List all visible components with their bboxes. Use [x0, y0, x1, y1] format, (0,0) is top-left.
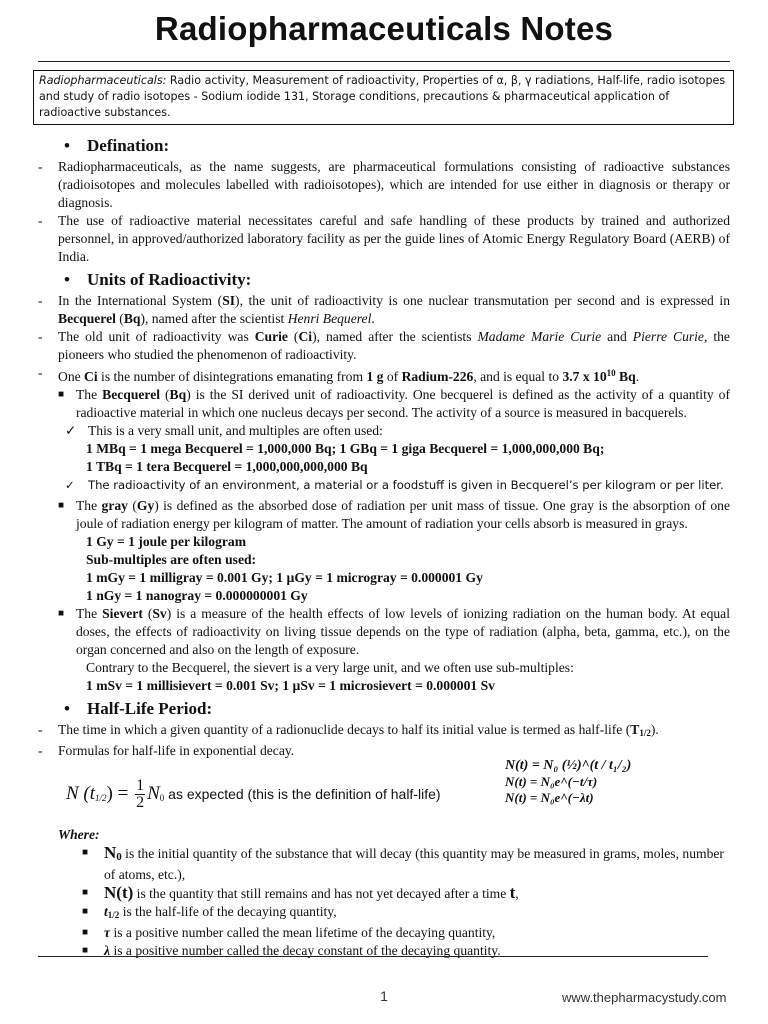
- dash-icon: -: [38, 743, 43, 758]
- fraction-denominator: 2: [136, 794, 145, 811]
- footer-divider: [38, 956, 708, 957]
- units-paragraph-ci-definition: [38, 364, 730, 386]
- text-bold: Sv: [152, 606, 167, 621]
- variable-subscript: 0: [116, 851, 122, 863]
- heading-definition: [38, 136, 730, 156]
- paragraph-text: Radiopharmaceuticals, as the name suggests, are pharmaceutical formulations consisting of radioactive substances (radioisotopes and molecules labelled with radioisotopes), which are intended for use either in diagnosis or therapy or diagnosis.: [58, 159, 730, 210]
- dash-icon: -: [38, 722, 43, 737]
- square-bullet-icon: ■: [82, 927, 89, 938]
- variable-lambda: [38, 942, 730, 960]
- halflife-definition-formula: [66, 778, 441, 811]
- heading-halflife: [38, 699, 730, 719]
- variable-symbol: N: [104, 843, 117, 862]
- text-bold: Radium-226: [401, 369, 474, 384]
- text: ), named after the scientists: [312, 329, 478, 344]
- text: , and is equal to: [473, 369, 563, 384]
- becquerel-multiples-1: 1 MBq = 1 mega Becquerel = 1,000,000 Bq; 1 GBq = 1 giga Becquerel = 1,000,000,000 Bq;: [86, 441, 605, 456]
- text: ) is the SI derived unit of radioactivity. One becquerel is defined as the activity of a quantity of radioactive material in which one nucleus decays per second. The activity of a source is measured in bacquerels.: [76, 387, 730, 420]
- website-link[interactable]: www.thepharmacystudy.com: [562, 990, 727, 1005]
- text-bold: Sievert: [102, 606, 143, 621]
- formula-fraction: [135, 778, 145, 811]
- formula-subscript: 0: [159, 792, 165, 803]
- superscript: 10: [606, 368, 616, 378]
- text-bold: Gy: [136, 498, 155, 513]
- units-paragraph-curie: [38, 328, 730, 364]
- syllabus-summary-box: [33, 70, 734, 125]
- variable-description: is the half-life of the decaying quantity,: [119, 904, 337, 919]
- text: ), named after the scientist: [140, 311, 288, 326]
- text: The radioactivity of an environment, a material or a foodstuff is given in Becquerel’s per kilogram or per liter.: [88, 478, 724, 492]
- sievert-equation: 1 mSv = 1 millisievert = 0.001 Sv; 1 µSv = 1 microsievert = 0.000001 Sv: [86, 678, 495, 693]
- text: (: [115, 311, 124, 326]
- square-bullet-icon: ■: [82, 906, 89, 917]
- text: and: [601, 329, 633, 344]
- decay-formula-mean-lifetime: N(t) = N₀e^(−t/τ): [505, 774, 598, 789]
- becquerel-multiples-2: 1 TBq = 1 tera Becquerel = 1,000,000,000,000 Bq: [86, 459, 368, 474]
- paragraph-text: The use of radioactive material necessitates careful and safe handling of these products by trained and authorized personnel, in approved/authorized laboratory facility as per the guide lines of Atomic Energy Regulatory Board (AERB) of India.: [58, 213, 730, 264]
- text: ) is a measure of the health effects of low levels of ionizing radiation on the human body. At equal doses, the effects of radioactivity on living tissue depends on the type of radiation (alpha, beta, gamma, etc.), on the organ concerned and also on the length of exposure.: [76, 606, 730, 657]
- heading-text: Units of Radioactivity:: [87, 270, 252, 289]
- decay-formula-decay-constant: N(t) = N₀e^(−λt): [505, 790, 594, 805]
- bullet-dot-icon: •: [64, 136, 70, 155]
- definition-paragraph-1: [38, 158, 730, 212]
- variable-tau: [38, 924, 730, 942]
- square-bullet-icon: ■: [82, 847, 89, 858]
- becquerel-check-2: [38, 476, 730, 494]
- dash-icon: -: [38, 293, 43, 308]
- variable-description: is the quantity that still remains and has not yet decayed after a time: [133, 886, 510, 901]
- decay-formula-halflife: N(t) = N₀ (½)^(t / t₁/₂): [505, 758, 632, 773]
- text: This is a very small unit, and multiples are often used:: [88, 423, 383, 438]
- text: Formulas for half-life in exponential decay.: [58, 743, 295, 758]
- text-bold: 3.7 x 10: [562, 369, 607, 384]
- variable-description: is a positive number called the mean lifetime of the decaying quantity,: [110, 925, 496, 940]
- square-bullet-icon: ■: [58, 608, 65, 619]
- gray-equation-4: 1 nGy = 1 nanogray = 0.000000001 Gy: [86, 588, 308, 603]
- decay-formulas: [505, 758, 631, 806]
- text: The old unit of radioactivity was: [58, 329, 255, 344]
- gray-paragraph: [38, 497, 730, 533]
- text: ) is defined as the absorbed dose of radiation per unit mass of tissue. One gray is the absorption of one joule of radiation energy per kilogram of matter. The amount of radiation your cells absorb is measured in grays.: [76, 498, 730, 531]
- becquerel-paragraph: [38, 386, 730, 422]
- text-bold: gray: [101, 498, 128, 513]
- text: ).: [650, 722, 659, 737]
- variable-subscript: 1/2: [107, 910, 120, 920]
- title-divider: [38, 61, 730, 62]
- text-bold: Ci: [84, 369, 98, 384]
- sievert-note: Contrary to the Becquerel, the sievert is a very large unit, and we often use sub-multiples:: [86, 660, 574, 675]
- sievert-paragraph: [38, 605, 730, 659]
- formula-text: ) =: [106, 782, 134, 804]
- square-bullet-icon: ■: [58, 500, 65, 511]
- text-italic: Henri Bequerel: [287, 311, 372, 326]
- text: .: [371, 311, 375, 326]
- heading-units: [38, 270, 730, 290]
- becquerel-check-1: [38, 422, 730, 440]
- text: (: [287, 329, 299, 344]
- subscript: 1/2: [639, 728, 651, 738]
- checkmark-icon: ✓: [65, 423, 77, 438]
- bullet-dot-icon: •: [64, 699, 70, 718]
- checkmark-icon: ✓: [65, 478, 75, 492]
- text: .: [635, 369, 640, 384]
- halflife-paragraph-1: [38, 721, 730, 742]
- summary-text: Radio activity, Measurement of radioactivity, Properties of α, β, γ radiations, Half-life, radio isotopes and study of radio isotopes - Sodium iodide 131, Storage conditions, precautions & pharmaceutical application of radioactive substances.: [39, 74, 726, 120]
- variable-symbol: t: [104, 904, 108, 919]
- text: In the International System (: [58, 293, 223, 308]
- text-bold: Bq: [615, 369, 636, 384]
- text-bold: Bq: [169, 387, 187, 402]
- text: ,: [515, 886, 519, 901]
- variable-symbol: τ: [104, 925, 111, 940]
- definition-paragraph-2: [38, 212, 730, 266]
- fraction-numerator: 1: [136, 777, 145, 794]
- where-label: Where:: [58, 827, 100, 842]
- gray-equation-2: Sub-multiples are often used:: [86, 552, 257, 567]
- variable-description: is a positive number called the decay constant of the decaying quantity.: [110, 943, 501, 958]
- text: The: [76, 606, 103, 621]
- text-italic: Pierre Curie: [632, 329, 704, 344]
- bullet-dot-icon: •: [64, 270, 70, 289]
- units-paragraph-si: [38, 292, 730, 328]
- text: The: [76, 498, 102, 513]
- text: (: [142, 606, 153, 621]
- halflife-formulas: [38, 758, 730, 826]
- variable-description: is the initial quantity of the substance that will decay (this quantity may be measured in grams, moles, number of atoms, etc.),: [104, 846, 724, 882]
- variable-t-half: [38, 903, 730, 924]
- text: is the number of disintegrations emanating from: [97, 369, 367, 384]
- dash-icon: -: [38, 329, 43, 344]
- text: , the pioneers who studied the phenomenon of radioactivity.: [58, 329, 730, 362]
- dash-icon: -: [38, 365, 43, 380]
- text-bold: Becquerel: [58, 311, 116, 326]
- notes-content: [38, 132, 730, 960]
- square-bullet-icon: ■: [82, 945, 89, 956]
- variable-n0: [38, 844, 730, 884]
- text-bold: T: [630, 722, 640, 737]
- gray-equation-3: 1 mGy = 1 milligray = 0.001 Gy; 1 µGy = 1 microgray = 0.000001 Gy: [86, 570, 483, 585]
- text-bold: 1 g: [366, 369, 384, 384]
- formula-note: as expected (this is the definition of half-life): [164, 785, 441, 802]
- text: The: [76, 387, 103, 402]
- variable-nt: [38, 884, 730, 903]
- variable-symbol: N(t): [104, 883, 134, 902]
- text-italic: Madame Marie Curie: [477, 329, 602, 344]
- page-title: Radiopharmaceuticals Notes: [154, 10, 614, 47]
- text: of: [383, 369, 402, 384]
- text-bold: Curie: [254, 329, 288, 344]
- dash-icon: -: [38, 159, 43, 174]
- text-bold: SI: [222, 293, 236, 308]
- text-bold: Ci: [298, 329, 313, 344]
- text: The time in which a given quantity of a radionuclide decays to half its initial value is termed as half-life (: [58, 722, 631, 737]
- summary-label: Radiopharmaceuticals:: [39, 74, 167, 87]
- variable-symbol: t: [509, 883, 516, 902]
- text: (: [160, 387, 170, 402]
- variable-symbol: λ: [104, 943, 111, 958]
- text: ), the unit of radioactivity is one nuclear transmutation per second and is expressed in: [235, 293, 730, 308]
- page-number: 1: [380, 988, 388, 1004]
- text-bold: Bq: [123, 311, 141, 326]
- dash-icon: -: [38, 213, 43, 228]
- heading-text: Half-Life Period:: [87, 699, 213, 718]
- text: One: [58, 369, 85, 384]
- text-bold: Becquerel: [102, 387, 161, 402]
- formula-text: N: [147, 782, 160, 804]
- text: (: [127, 498, 137, 513]
- formula-subscript: 1/2: [95, 792, 107, 803]
- square-bullet-icon: ■: [82, 887, 89, 898]
- formula-text: N (t: [66, 782, 96, 804]
- square-bullet-icon: ■: [58, 389, 65, 400]
- heading-text: Defination:: [87, 136, 170, 155]
- gray-equation-1: 1 Gy = 1 joule per kilogram: [86, 534, 247, 549]
